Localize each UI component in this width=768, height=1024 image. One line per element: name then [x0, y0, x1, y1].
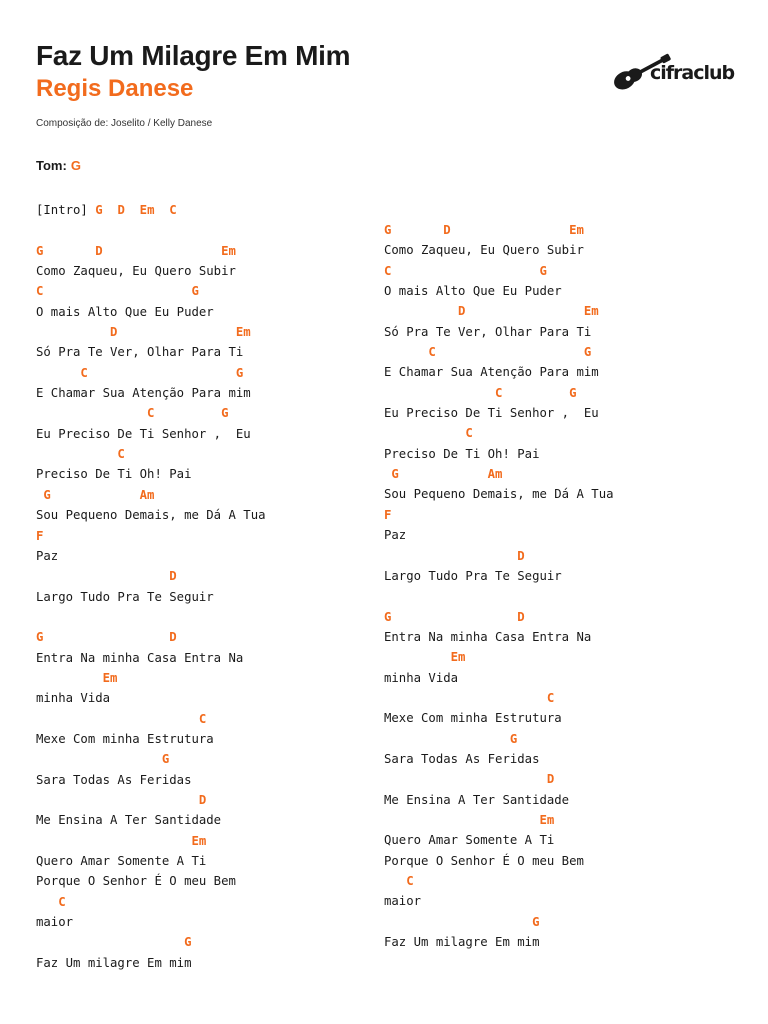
chord-line[interactable]: D: [384, 772, 555, 787]
lyric-line: Sou Pequeno Demais, me Dá A Tua: [384, 487, 614, 502]
key-label: Tom:: [36, 158, 67, 173]
chord-line[interactable]: G: [36, 935, 192, 950]
composer-credits: Composição de: Joselito / Kelly Danese: [36, 118, 213, 129]
chord-line[interactable]: G: [384, 914, 540, 929]
chord-line[interactable]: C: [36, 447, 125, 462]
lyric-line: E Chamar Sua Atenção Para mim: [36, 386, 251, 401]
chord-line[interactable]: C: [384, 874, 414, 888]
artist-name: Regis Danese: [36, 75, 194, 102]
lyric-line: Paz: [384, 528, 407, 543]
chord-line[interactable]: Em: [384, 650, 466, 665]
chord-line[interactable]: C: [384, 426, 473, 441]
chord-line[interactable]: G D: [36, 630, 177, 645]
chord-line[interactable]: C G: [384, 385, 577, 400]
lyric-line: E Chamar Sua Atenção Para mim: [384, 365, 599, 380]
lyric-line: Me Ensina A Ter Santidade: [384, 792, 570, 807]
section-label: [154, 203, 169, 217]
chord-line[interactable]: C G: [384, 345, 592, 360]
lyric-line: Só Pra Te Ver, Olhar Para Ti: [384, 324, 592, 339]
lyric-line: Porque O Senhor É O meu Bem: [384, 853, 584, 868]
chord-line[interactable]: Em: [384, 812, 555, 827]
chord-sheet-column-right: [384, 220, 614, 952]
chord-line[interactable]: F: [384, 507, 392, 522]
chord-symbol[interactable]: C: [169, 203, 177, 217]
chord-line[interactable]: Em: [36, 833, 207, 848]
song-key: [36, 158, 81, 173]
lyric-line: Quero Amar Somente A Ti: [36, 854, 207, 868]
chord-line[interactable]: F: [36, 528, 44, 543]
chord-line[interactable]: C G: [384, 263, 547, 278]
cifraclub-logo[interactable]: [606, 44, 735, 92]
blank-line: [384, 586, 614, 606]
lyric-line: Largo Tudo Pra Te Seguir: [36, 589, 214, 604]
lyric-line: Quero Amar Somente A Ti: [384, 833, 555, 848]
section-label: [103, 203, 118, 217]
section-label: [125, 203, 140, 217]
chord-line[interactable]: D: [384, 548, 525, 563]
lyric-line: Me Ensina A Ter Santidade: [36, 813, 222, 828]
chord-line[interactable]: Em: [36, 670, 118, 685]
chord-line[interactable]: G D Em: [36, 243, 236, 258]
lyric-line: Entra Na minha Casa Entra Na: [384, 629, 592, 644]
chord-line[interactable]: C G: [36, 284, 199, 299]
lyric-line: Preciso De Ti Oh! Pai: [384, 446, 540, 461]
chord-line[interactable]: G: [384, 731, 518, 746]
chord-sheet-column-left: [36, 200, 266, 973]
chord-line[interactable]: C G: [36, 406, 229, 421]
lyric-line: Paz: [36, 548, 59, 563]
guitar-icon: [606, 44, 735, 92]
chord-line[interactable]: D Em: [36, 325, 251, 340]
chord-line[interactable]: G D: [384, 609, 525, 624]
lyric-line: Sou Pequeno Demais, me Dá A Tua: [36, 508, 266, 523]
chord-line[interactable]: G D Em: [384, 223, 584, 237]
lyric-line: minha Vida: [384, 670, 459, 685]
chord-line[interactable]: C: [36, 711, 207, 726]
chord-line[interactable]: D: [36, 792, 207, 807]
lyric-line: maior: [384, 894, 422, 909]
lyric-line: Eu Preciso De Ti Senhor , Eu: [36, 426, 251, 441]
chord-line[interactable]: D: [36, 569, 177, 584]
lyric-line: Faz Um milagre Em mim: [384, 935, 540, 950]
chord-line[interactable]: G: [36, 752, 170, 767]
lyric-line: Mexe Com minha Estrutura: [36, 731, 214, 746]
blank-line: [36, 220, 266, 240]
lyric-line: Faz Um milagre Em mim: [36, 955, 192, 970]
lyric-line: maior: [36, 915, 74, 930]
lyric-line: Sara Todas As Feridas: [384, 751, 540, 766]
lyric-line: Como Zaqueu, Eu Quero Subir: [36, 264, 236, 279]
lyric-line: Entra Na minha Casa Entra Na: [36, 650, 244, 665]
section-label: [Intro]: [36, 203, 96, 217]
lyric-line: Preciso De Ti Oh! Pai: [36, 467, 192, 482]
chord-line[interactable]: C G: [36, 365, 244, 380]
chord-line[interactable]: G Am: [384, 467, 503, 482]
lyric-line: Eu Preciso De Ti Senhor , Eu: [384, 406, 599, 421]
lyric-line: Porque O Senhor É O meu Bem: [36, 874, 236, 889]
chord-line[interactable]: D Em: [384, 304, 599, 319]
chord-line[interactable]: G Am: [36, 487, 155, 502]
lyric-line: O mais Alto Que Eu Puder: [36, 304, 214, 319]
chord-symbol[interactable]: D: [117, 203, 125, 217]
chord-symbol[interactable]: G: [95, 203, 103, 217]
chord-line[interactable]: C: [384, 690, 555, 705]
lyric-line: Só Pra Te Ver, Olhar Para Ti: [36, 345, 244, 360]
key-value[interactable]: G: [70, 158, 81, 173]
chord-symbol[interactable]: Em: [139, 203, 155, 217]
lyric-line: Largo Tudo Pra Te Seguir: [384, 568, 562, 583]
blank-line: [36, 607, 266, 627]
lyric-line: O mais Alto Que Eu Puder: [384, 284, 562, 299]
lyric-line: Mexe Com minha Estrutura: [384, 711, 562, 726]
intro-line: [36, 200, 266, 220]
svg-text:cifraclub: cifraclub: [650, 62, 735, 84]
lyric-line: minha Vida: [36, 691, 111, 706]
lyric-line: Como Zaqueu, Eu Quero Subir: [384, 243, 584, 258]
lyric-line: Sara Todas As Feridas: [36, 772, 192, 787]
song-title: Faz Um Milagre Em Mim: [36, 40, 351, 71]
chord-line[interactable]: C: [36, 894, 66, 909]
